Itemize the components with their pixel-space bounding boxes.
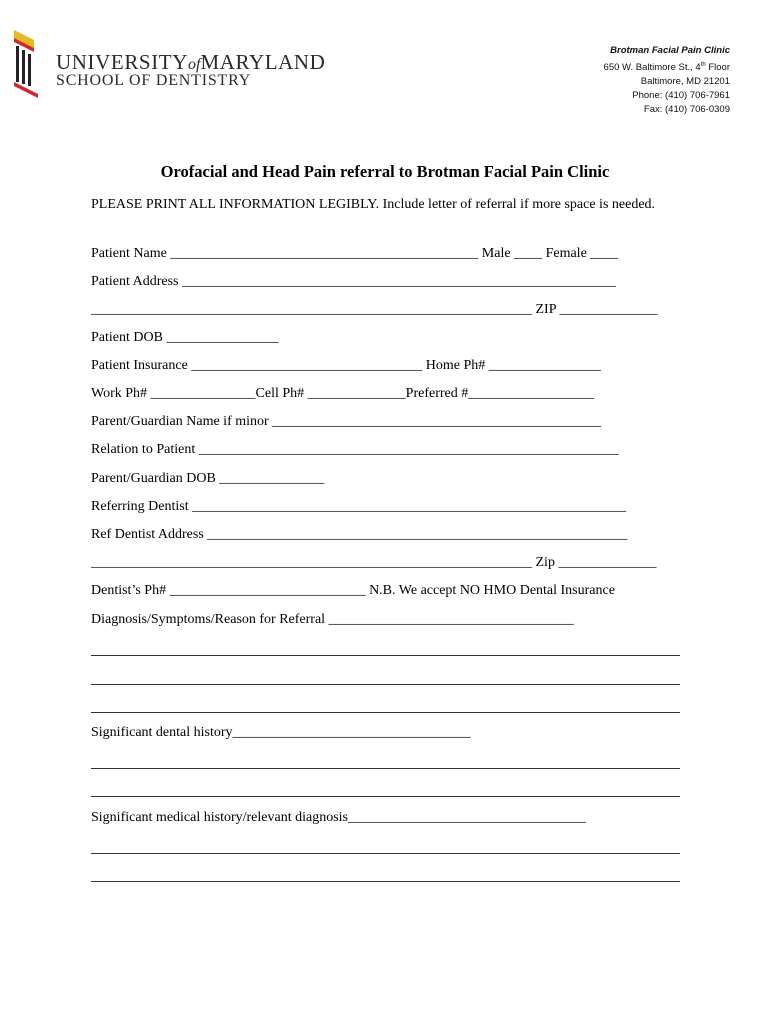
logo-school-text: SCHOOL OF DENTISTRY [56, 72, 252, 89]
dental-history-blank-line[interactable] [91, 768, 680, 769]
diagnosis-blank-line[interactable] [91, 712, 680, 713]
medical-history-blank-line[interactable] [91, 881, 680, 882]
clinic-name: Brotman Facial Pain Clinic [610, 45, 730, 56]
form-title: Orofacial and Head Pain referral to Brotman Facial Pain Clinic [160, 162, 610, 181]
logo-university-text: UNIVERSITYofMARYLAND [56, 50, 326, 74]
diagnosis-field[interactable]: Diagnosis/Symptoms/Reason for Referral ___________________________________ [91, 612, 574, 627]
clinic-fax: Fax: (410) 706-0309 [643, 104, 730, 116]
guardian-dob-field[interactable]: Parent/Guardian DOB _______________ [91, 471, 325, 486]
dental-history-blank-line[interactable] [91, 796, 680, 797]
patient-zip-field[interactable]: _______________________________________________________________ ZIP ______________ [91, 302, 658, 317]
medical-history-blank-line[interactable] [91, 853, 680, 854]
patient-insurance-field[interactable]: Patient Insurance _________________________________ Home Ph# ________________ [91, 358, 601, 373]
clinic-address-city: Baltimore, MD 21201 [640, 76, 730, 88]
university-logo [10, 28, 326, 100]
dental-history-field[interactable]: Significant dental history__________________________________ [91, 725, 471, 740]
dentist-phone-field[interactable]: Dentist’s Ph# ____________________________ N.B. We accept NO HMO Dental Insurance [91, 583, 615, 598]
shield-logo-icon [10, 28, 50, 100]
phone-numbers-field[interactable]: Work Ph# _______________Cell Ph# ______________Preferred #__________________ [91, 386, 595, 401]
relation-field[interactable]: Relation to Patient ____________________________________________________________ [91, 442, 619, 457]
clinic-phone: Phone: (410) 706-7961 [632, 90, 730, 102]
patient-address-field[interactable]: Patient Address ______________________________________________________________ [91, 274, 616, 289]
diagnosis-blank-line[interactable] [91, 684, 680, 685]
ref-dentist-zip-field[interactable]: _______________________________________________________________ Zip ______________ [91, 555, 657, 570]
form-instructions: PLEASE PRINT ALL INFORMATION LEGIBLY. Include letter of referral if more space is needed. [91, 197, 656, 212]
diagnosis-blank-line[interactable] [91, 655, 680, 656]
medical-history-field[interactable]: Significant medical history/relevant diagnosis__________________________________ [91, 810, 586, 825]
patient-name-field[interactable]: Patient Name ____________________________________________ Male ____ Female ____ [91, 246, 619, 261]
guardian-name-field[interactable]: Parent/Guardian Name if minor _______________________________________________ [91, 414, 602, 429]
clinic-contact-block [604, 44, 730, 117]
referring-dentist-field[interactable]: Referring Dentist ______________________________________________________________ [91, 499, 627, 514]
ref-dentist-address-field[interactable]: Ref Dentist Address ____________________________________________________________ [91, 527, 628, 542]
clinic-address-street: 650 W. Baltimore St., 4th Floor [603, 62, 730, 74]
patient-dob-field[interactable]: Patient DOB ________________ [91, 330, 279, 345]
